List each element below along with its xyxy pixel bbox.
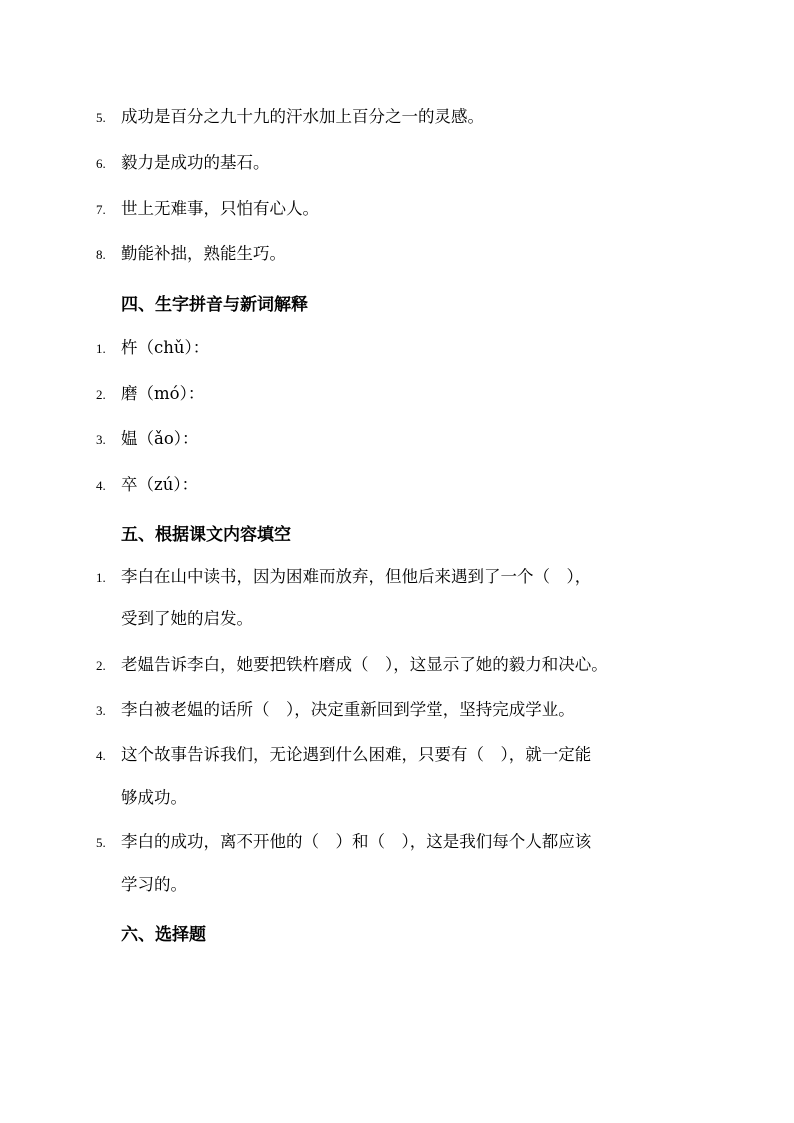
list-number: 8. — [96, 247, 106, 262]
list-number: 5. — [96, 110, 106, 125]
list-number: 3. — [96, 703, 106, 718]
list-number: 1. — [96, 341, 106, 356]
list-number: 5. — [96, 835, 106, 850]
proverb-text: 毅力是成功的基石。 — [121, 153, 270, 172]
list-number: 6. — [96, 156, 106, 171]
question-text: 这个故事告诉我们，无论遇到什么困难，只要有（ ），就一定能 — [121, 745, 592, 764]
pinyin-item — [96, 474, 696, 497]
section-heading: 四、生字拼音与新词解释 — [121, 295, 308, 315]
fill-blank-item — [96, 566, 696, 589]
proverb-item — [96, 152, 696, 175]
pinyin-item — [96, 428, 696, 451]
question-text: 李白在山中读书，因为困难而放弃，但他后来遇到了一个（ ）， — [121, 567, 592, 586]
section-heading: 五、根据课文内容填空 — [121, 525, 291, 545]
pinyin-item — [96, 337, 696, 360]
proverb-item — [96, 243, 696, 266]
pinyin-text: 磨（mó）： — [121, 384, 205, 403]
proverb-item — [96, 106, 696, 129]
pinyin-text: 卒（zú）： — [121, 475, 199, 494]
list-number: 4. — [96, 478, 106, 493]
proverb-item — [96, 198, 696, 221]
question-text-continued: 学习的。 — [121, 875, 187, 894]
question-text: 老媪告诉李白，她要把铁杵磨成（ ），这显示了她的毅力和决心。 — [121, 655, 608, 674]
pinyin-item — [96, 383, 696, 406]
list-number: 4. — [96, 748, 106, 763]
fill-blank-item — [96, 744, 696, 767]
section-heading: 六、选择题 — [121, 925, 206, 945]
proverb-text: 世上无难事，只怕有心人。 — [121, 199, 319, 218]
list-number: 2. — [96, 658, 106, 673]
question-text-continued: 受到了她的启发。 — [121, 609, 253, 628]
proverb-text: 勤能补拙，熟能生巧。 — [121, 244, 286, 263]
list-number: 7. — [96, 202, 106, 217]
question-text: 李白的成功，离不开他的（ ）和（ ），这是我们每个人都应该 — [121, 832, 592, 851]
list-number: 2. — [96, 387, 106, 402]
pinyin-text: 媪（ǎo）： — [121, 429, 199, 448]
list-number: 1. — [96, 570, 106, 585]
pinyin-text: 杵（chǔ）： — [121, 338, 210, 357]
list-number: 3. — [96, 432, 106, 447]
fill-blank-item — [96, 699, 696, 722]
fill-blank-item — [96, 654, 696, 677]
question-text: 李白被老媪的话所（ ），决定重新回到学堂，坚持完成学业。 — [121, 700, 575, 719]
question-text-continued: 够成功。 — [121, 788, 187, 807]
fill-blank-item — [96, 831, 696, 854]
proverb-text: 成功是百分之九十九的汗水加上百分之一的灵感。 — [121, 107, 484, 126]
